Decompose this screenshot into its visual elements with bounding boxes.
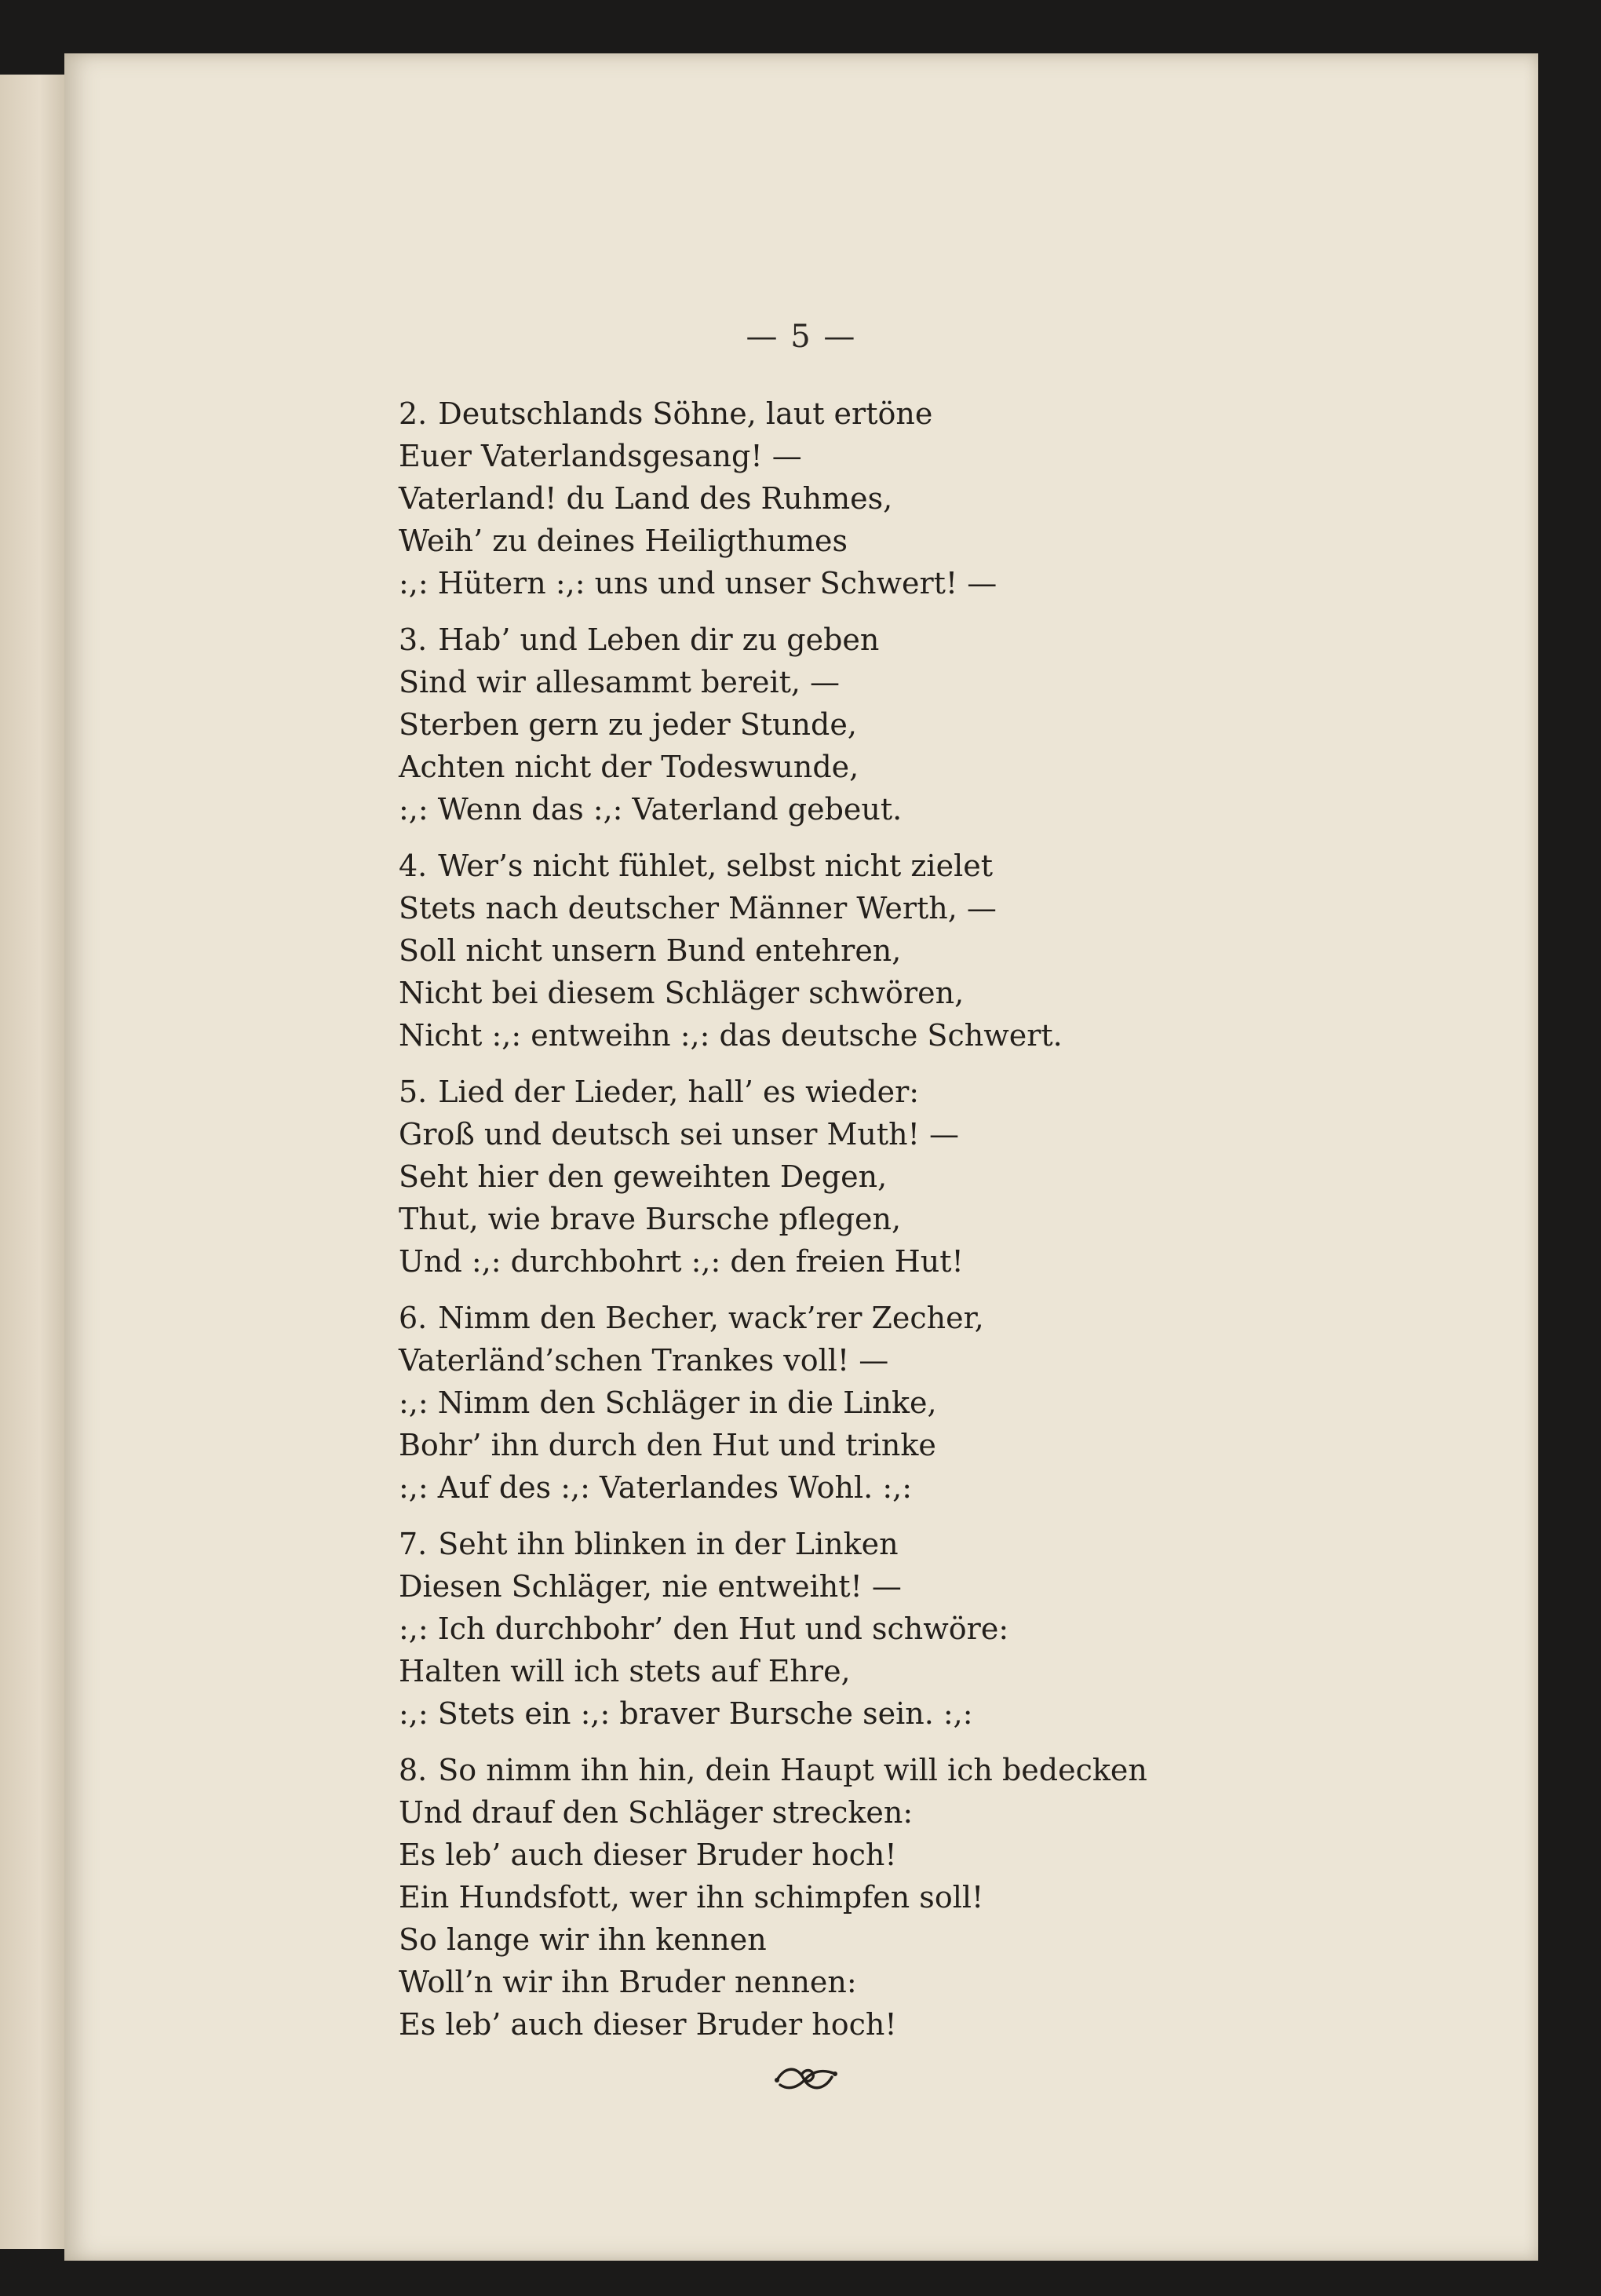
- poem-line: :,: Nimm den Schläger in die Linke,: [399, 1385, 937, 1420]
- poem-line: :,: Auf des :,: Vaterlandes Wohl. :,:: [399, 1470, 913, 1505]
- poem-line: 6. Nimm den Becher, wack’rer Zecher,: [399, 1301, 984, 1335]
- poem-line: Woll’n wir ihn Bruder nennen:: [399, 1965, 857, 1999]
- stanza: [399, 845, 1497, 1057]
- poem-line: 7. Seht ihn blinken in der Linken: [399, 1527, 899, 1561]
- stanza: [399, 1749, 1497, 2046]
- poem-line: Groß und deutsch sei unser Muth! —: [399, 1117, 959, 1152]
- poem-line: :,: Hütern :,: uns und unser Schwert! —: [399, 566, 997, 600]
- adjacent-page-edge: [0, 75, 72, 2249]
- stanza-number: 5.: [399, 1075, 428, 1109]
- poem-line: Es leb’ auch dieser Bruder hoch!: [399, 1838, 897, 1872]
- poem-line: Bohr’ ihn durch den Hut und trinke: [399, 1428, 936, 1462]
- poem-line: Seht hier den geweihten Degen,: [399, 1159, 888, 1194]
- page-number: — 5 —: [746, 319, 857, 355]
- stanza: [399, 1071, 1497, 1283]
- poem-line: 8. So nimm ihn hin, dein Haupt will ich bedecken: [399, 1753, 1147, 1787]
- stanza-number: 3.: [399, 622, 428, 657]
- poem-line: Und drauf den Schläger strecken:: [399, 1795, 914, 1830]
- ornament-flourish-icon: [771, 2063, 841, 2094]
- stanza-number: 8.: [399, 1753, 428, 1787]
- stanza-number: 6.: [399, 1301, 428, 1335]
- poem-line: :,: Ich durchbohr’ den Hut und schwöre:: [399, 1612, 1009, 1646]
- stanza-number: 7.: [399, 1527, 428, 1561]
- poem-line: Thut, wie brave Bursche pflegen,: [399, 1202, 902, 1236]
- poem-line: Nicht :,: entweihn :,: das deutsche Schwert.: [399, 1018, 1063, 1053]
- poem-line: Vaterländ’schen Trankes voll! —: [399, 1343, 889, 1378]
- poem-line: Und :,: durchbohrt :,: den freien Hut!: [399, 1244, 964, 1279]
- stanza: [399, 1297, 1497, 1509]
- poem-line: Diesen Schläger, nie entweiht! —: [399, 1569, 902, 1604]
- poem-text: [399, 392, 1497, 2060]
- poem-line: 2. Deutschlands Söhne, laut ertöne: [399, 396, 933, 431]
- poem-line: 3. Hab’ und Leben dir zu geben: [399, 622, 880, 657]
- poem-line: So lange wir ihn kennen: [399, 1922, 767, 1957]
- poem-line: Weih’ zu deines Heiligthumes: [399, 524, 848, 558]
- poem-line: Soll nicht unsern Bund entehren,: [399, 933, 902, 968]
- stanza: [399, 1523, 1497, 1735]
- stanza: [399, 619, 1497, 830]
- poem-line: Ein Hundsfott, wer ihn schimpfen soll!: [399, 1880, 984, 1915]
- poem-line: Sind wir allesammt bereit, —: [399, 665, 841, 699]
- poem-line: Euer Vaterlandsgesang! —: [399, 439, 802, 473]
- poem-line: 5. Lied der Lieder, hall’ es wieder:: [399, 1075, 920, 1109]
- poem-line: 4. Wer’s nicht fühlet, selbst nicht zielet: [399, 849, 993, 883]
- poem-line: :,: Stets ein :,: braver Bursche sein. :,:: [399, 1696, 973, 1731]
- poem-line: Es leb’ auch dieser Bruder hoch!: [399, 2007, 897, 2042]
- book-page: [64, 53, 1538, 2261]
- poem-line: Vaterland! du Land des Ruhmes,: [399, 481, 893, 516]
- poem-line: Nicht bei diesem Schläger schwören,: [399, 976, 965, 1010]
- poem-line: Stets nach deutscher Männer Werth, —: [399, 891, 997, 925]
- poem-line: :,: Wenn das :,: Vaterland gebeut.: [399, 792, 903, 827]
- stanza-number: 2.: [399, 396, 428, 431]
- poem-line: Achten nicht der Todeswunde,: [399, 750, 859, 784]
- stanza: [399, 392, 1497, 604]
- poem-line: Halten will ich stets auf Ehre,: [399, 1654, 851, 1688]
- poem-line: Sterben gern zu jeder Stunde,: [399, 707, 857, 742]
- stanza-number: 4.: [399, 849, 428, 883]
